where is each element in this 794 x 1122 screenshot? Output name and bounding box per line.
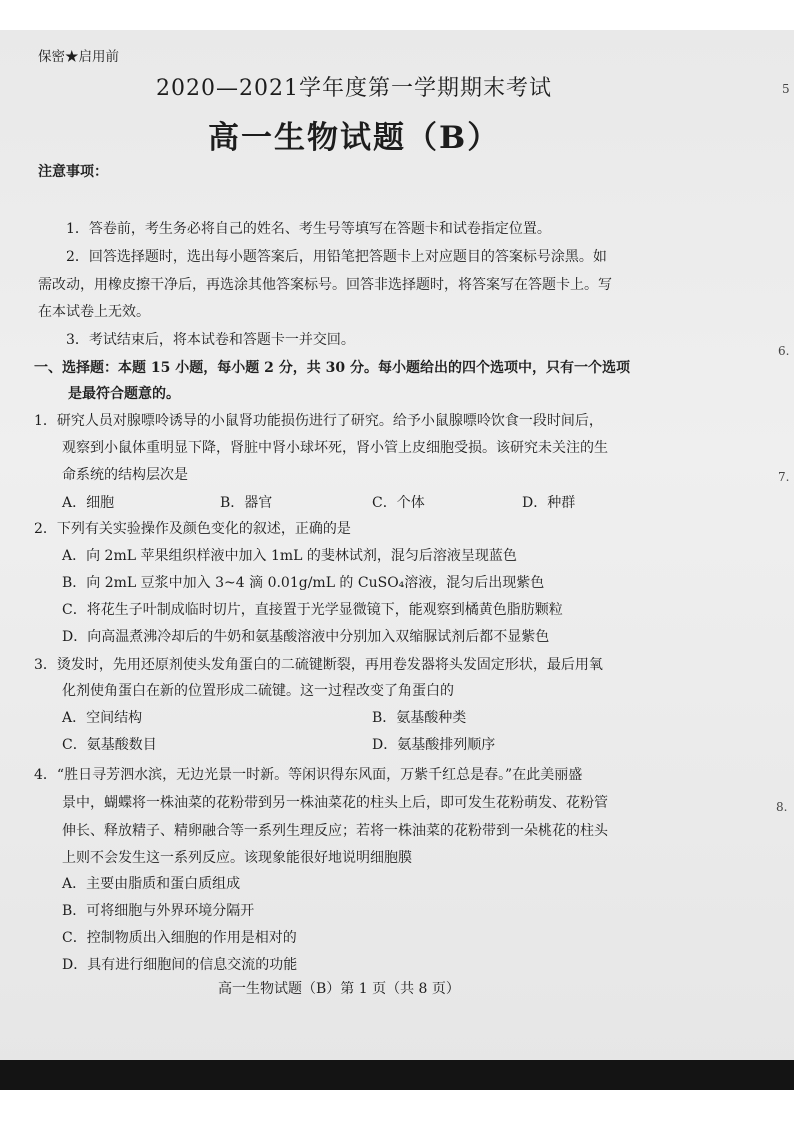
page-footer: 高一生物试题（B）第 1 页（共 8 页） — [218, 981, 460, 997]
q4-line-1: 4．“胜日寻芳泗水滨，无边光景一时新。等闲识得东风面，万紫千红总是春。”在此美丽盛 — [34, 767, 583, 783]
q3-option-b: B．氨基酸种类 — [372, 710, 467, 726]
section-heading: 一、选择题：本题 15 小题，每小题 2 分，共 30 分。每小题给出的四个选项中，只有一个选项 — [34, 360, 630, 376]
q4-option-c: C．控制物质出入细胞的作用是相对的 — [62, 930, 297, 946]
q1-option-c: C．个体 — [372, 495, 425, 511]
q2-option-a: A．向 2mL 苹果组织样液中加入 1mL 的斐林试剂，混匀后溶液呈现蓝色 — [62, 548, 517, 564]
q1-option-a: A．细胞 — [62, 495, 115, 511]
q3-line-1: 3．烫发时，先用还原剂使头发角蛋白的二硫键断裂，再用卷发器将头发固定形状，最后用氧 — [34, 657, 603, 673]
notice-line-2: 2．回答选择题时，选出每小题答案后，用铅笔把答题卡上对应题目的答案标号涂黑。如 — [66, 249, 607, 265]
edge-mark-7: 7. — [778, 470, 790, 484]
q4-option-d: D．具有进行细胞间的信息交流的功能 — [62, 957, 298, 973]
q2-option-c: C．将花生子叶制成临时切片，直接置于光学显微镜下，能观察到橘黄色脂肪颗粒 — [62, 602, 563, 618]
q2-option-d: D．向高温煮沸冷却后的牛奶和氨基酸溶液中分别加入双缩脲试剂后都不显紫色 — [62, 629, 550, 645]
paper-title: 高一生物试题（B） — [208, 120, 501, 156]
notice-title: 注意事项： — [38, 164, 108, 180]
edge-mark-5: 5 — [782, 82, 790, 96]
q4-option-b: B．可将细胞与外界环境分隔开 — [62, 903, 255, 919]
q2-option-b: B．向 2mL 豆浆中加入 3~4 滴 0.01g/mL 的 CuSO₄溶液，混匀后出现紫色 — [62, 575, 545, 591]
notice-line-1: 1．答卷前，考生务必将自己的姓名、考生号等填写在答题卡和试卷指定位置。 — [66, 221, 551, 237]
q2-stem: 2．下列有关实验操作及颜色变化的叙述，正确的是 — [34, 521, 351, 537]
q1-line-2: 观察到小鼠体重明显下降，肾脏中肾小球坏死，肾小管上皮细胞受损。该研究未关注的生 — [62, 440, 608, 456]
q1-option-b: B．器官 — [220, 495, 273, 511]
edge-mark-6: 6. — [778, 344, 790, 358]
q3-option-d: D．氨基酸排列顺序 — [372, 737, 496, 753]
q1-option-d: D．种群 — [522, 495, 576, 511]
q3-line-2: 化剂使角蛋白在新的位置形成二硫键。这一过程改变了角蛋白的 — [62, 683, 454, 699]
q4-line-4: 上则不会发生这一系列反应。该现象能很好地说明细胞膜 — [62, 850, 412, 866]
confidential-mark: 保密★启用前 — [38, 49, 119, 65]
q1-line-1: 1．研究人员对腺嘌呤诱导的小鼠肾功能损伤进行了研究。给予小鼠腺嘌呤饮食一段时间后， — [34, 413, 603, 429]
edge-mark-8: 8. — [776, 800, 788, 814]
q4-option-a: A．主要由脂质和蛋白质组成 — [62, 876, 241, 892]
q3-option-a: A．空间结构 — [62, 710, 143, 726]
section-heading-cont: 是最符合题意的。 — [68, 386, 180, 402]
scan-shadow — [0, 1060, 794, 1090]
notice-line-5: 3．考试结束后，将本试卷和答题卡一并交回。 — [66, 332, 355, 348]
q4-line-2: 景中，蝴蝶将一株油菜的花粉带到另一株油菜花的柱头上后，即可发生花粉萌发、花粉管 — [62, 795, 608, 811]
notice-line-3: 需改动，用橡皮擦干净后，再选涂其他答案标号。回答非选择题时，将答案写在答题卡上。写 — [38, 277, 612, 293]
q1-line-3: 命系统的结构层次是 — [62, 467, 188, 483]
exam-title: 2020—2021学年度第一学期期末考试 — [156, 76, 552, 101]
notice-line-4: 在本试卷上无效。 — [38, 304, 150, 320]
q4-line-3: 伸长、释放精子、精卵融合等一系列生理反应；若将一株油菜的花粉带到一朵桃花的柱头 — [62, 823, 608, 839]
q3-option-c: C．氨基酸数目 — [62, 737, 157, 753]
